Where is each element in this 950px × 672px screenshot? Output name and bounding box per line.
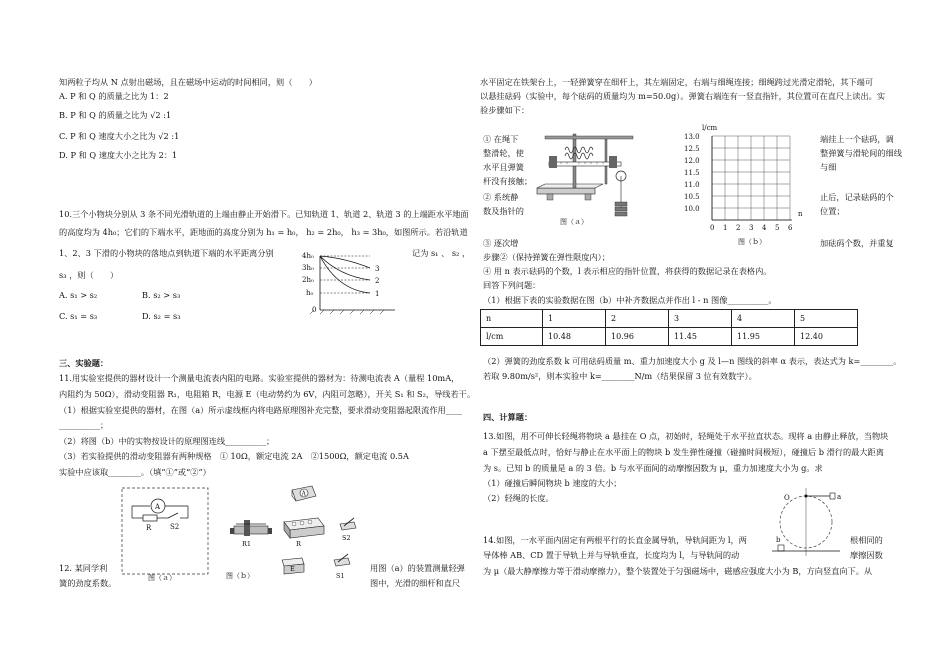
step-left-5: 数及指针的 [483, 206, 524, 216]
table-row [481, 328, 858, 346]
graph-x-tick-2: 2 [736, 224, 741, 232]
graph-y-tick-10-5: 10.5 [684, 193, 700, 201]
q11-a-caption: 图（ａ） [148, 574, 176, 582]
table-cell: 5 [795, 310, 858, 328]
q11-b-ammeter [292, 486, 316, 501]
graph-x-tick-1: 1 [723, 224, 728, 232]
q14-line-3: 为 μ（最大静摩擦力等于滑动摩擦力），整个装置处于匀强磁场中，磁感应强度大小为 B，方向竖直向下。从 [483, 566, 873, 576]
q10-label-2h0: 2h₀ [302, 276, 314, 284]
q11-figure-b [226, 482, 376, 582]
q11-a-r: R [146, 524, 152, 532]
graph-y-tick-12-5: 12.5 [684, 145, 700, 153]
q13-line-5: （2）轻绳的长度。 [483, 493, 554, 503]
step-right-2: 与细 [820, 162, 837, 172]
q11-b-switch-s1 [334, 554, 350, 566]
q11-b-meter-label: A [301, 490, 306, 498]
q10-tracks-figure [300, 248, 410, 318]
q13-line-4: （1）碰撞后瞬间物块 b 速度的大小； [483, 478, 622, 488]
q9-option-c: C. P 和 Q 速度大小之比为 √2 :1 [59, 131, 180, 141]
table-cell: 2 [606, 310, 669, 328]
graph-y-tick-11-5: 11.5 [684, 169, 700, 177]
q9-option-d: D. P 和 Q 速度大小之比为 2：1 [59, 150, 178, 160]
q10-track-3: 3 [375, 265, 380, 273]
q12-line-1: 12. 某同学利 [59, 563, 108, 573]
q11-figure-a [118, 484, 213, 594]
q14-line-2: 导体棒 AB、CD 置于导轨上并与导轨垂直，长度均为 l，与导轨间的动 [483, 550, 740, 560]
table-cell: l/cm [481, 328, 543, 346]
q11-line-2: 内阻约为 50Ω），滑动变阻器 R₁，电阻箱 R，电源 E（电动势约为 6V，内阻可忽略），开关 S₁ 和 S₂，导线若干。 [59, 389, 476, 399]
q11-line-6: （3）若实验提供的滑动变阻器有两种规格 ① 10Ω，额定电流 2A ②1500Ω，额定电流 0.5A [59, 451, 409, 461]
q12-right-1: 用图（a）的装置测量轻弹 [370, 563, 465, 573]
q11-b-resistance-box [284, 518, 324, 538]
step-1-left: ① 在绳下 [483, 134, 519, 144]
q10-option-b: B. s₂ > s₃ [142, 290, 181, 300]
q13-pendulum-figure [770, 484, 850, 562]
table-cell: 12.40 [795, 328, 858, 346]
q12-cont-line-2: 以悬挂砝码（实验中，每个砝码的质量均为 m=50.0g）。弹簧右端连有一竖直指针，其位置可在直尺上读出。实 [480, 91, 886, 101]
graph-x-tick-3: 3 [749, 224, 754, 232]
q11-line-4: __________； [59, 420, 109, 430]
table-cell: 10.96 [606, 328, 669, 346]
graph-x-tick-0: 0 [710, 224, 715, 232]
table-cell: n [481, 310, 543, 328]
q11-b-caption: 图（ｂ） [226, 572, 254, 580]
q11-a-meter: A [155, 503, 161, 511]
fig-a-caption: 图（ａ） [560, 218, 588, 226]
q14-line-2-right: 摩擦因数 [850, 550, 883, 560]
q9-option-a: A. P 和 Q 的质量之比为 1：2 [59, 91, 169, 101]
q12-cont-line-1: 水平固定在铁架台上，一轻弹簧穿在细杆上，其左端固定，右端与细绳连接；细绳跨过光滑定滑轮，其下端可 [480, 77, 874, 87]
graph-x-tick-4: 4 [762, 224, 767, 232]
table-cell: 11.95 [732, 328, 795, 346]
q13-line-3: 为 s。已知 b 的质量是 a 的 3 倍。b 与水平面间的动摩擦因数为 μ，重力加速度大小为 g。求 [483, 463, 823, 473]
q11-a-s2: S2 [170, 523, 180, 531]
step-3-cont: 步骤②（保持弹簧在弹性限度内）； [483, 252, 610, 262]
q11-b-e: E [290, 565, 295, 573]
graph-y-unit: l/cm [702, 124, 718, 132]
q10-option-a: A. s₁ > s₂ [59, 290, 98, 300]
q14-line-1: 14.如图，一水平面内固定有两根平行的长直金属导轨，导轨间距为 l，两 [483, 535, 747, 545]
q12-sub-1: （1）根据下表的实验数据在图（b）中补齐数据点并作出 l - n 图像__________。 [483, 295, 777, 305]
l-n-graph [680, 120, 820, 250]
q10-line-4: s₃ ，则（ ） [59, 270, 119, 280]
q12-cont-line-3: 验步骤如下： [480, 105, 530, 115]
spring-apparatus-figure [535, 130, 645, 234]
q13-label-b: b [776, 536, 781, 544]
q10-label-3h0: 3h₀ [302, 264, 314, 272]
q11-b-r: R [296, 540, 301, 548]
section-3-title: 三、实验题： [59, 358, 109, 368]
q10-option-c: C. s₁ = s₃ [59, 311, 98, 321]
q10-line-1: 10.三个小物块分别从 3 条不同光滑轨道的上端由静止开始滑下。已知轨道 1、轨道 2、轨道 3 的上端距水平地面 [59, 209, 469, 219]
q12-sub-2-line-2: 若取 9.80m/s²，则本实验中 k=________N/m（结果保留 3 位有效数字）。 [483, 371, 757, 381]
graph-x-tick-5: 5 [775, 224, 780, 232]
q14-line-1-right: 根相同的 [850, 535, 883, 545]
q10-line-3: 1、2、3 下滑的小物块的落地点到轨道下端的水平距离分别 [59, 248, 274, 258]
q11-b-switch-s2 [340, 518, 356, 530]
table-cell: 1 [543, 310, 606, 328]
graph-y-tick-10: 10.0 [684, 205, 700, 213]
q11-line-3: （1）根据实验室提供的器材，在图（a）所示虚线框内将电路原理图补充完整，要求滑动变阻器起限流作用____ [59, 405, 463, 415]
q12-right-2: 图中，光滑的细杆和直尺 [370, 578, 461, 588]
graph-y-tick-12: 12.0 [684, 157, 700, 165]
section-4-title: 四、计算题： [483, 412, 533, 422]
table-row [481, 310, 858, 328]
q11-b-r1: R1 [242, 540, 252, 548]
q13-label-a: a [837, 493, 842, 501]
q12-data-table [480, 309, 858, 346]
q10-label-h0: h₀ [306, 289, 314, 297]
step-right-1: 整弹簧与滑轮间的细线 [820, 148, 902, 158]
step-4: ④ 用 n 表示砝码的个数，l 表示相应的指针位置，将获得的数据记录在表格内。 [483, 266, 772, 276]
q10-option-d: D. s₂ = s₃ [142, 311, 181, 321]
table-cell: 4 [732, 310, 795, 328]
q10-track-2: 2 [375, 277, 380, 285]
q11-line-7: 实验中应该取________。（填“①”或“②”） [59, 467, 211, 477]
step-left-3: 杆没有接触； [483, 176, 533, 186]
q13-line-2: a 下摆至最低点时，恰好与静止在水平面上的物块 b 发生弹性碰撞（碰撞时间极短），碰撞后 b 滑行的最大距离 [483, 447, 884, 457]
q12-sub-2-line-1: （2）弹簧的劲度系数 k 可用砝码质量 m、重力加速度大小 g 及 l—n 图线的斜率 α 表示，表达式为 k=________。 [483, 356, 902, 366]
q13-line-1: 13.如图，用不可伸长轻绳将物块 a 悬挂在 O 点，初始时，轻绳处于水平拉直状态。现将 a 由静止释放，当物块 [483, 431, 889, 441]
q10-track-1: 1 [375, 290, 380, 298]
answer-prompt: 回答下列问题： [483, 280, 541, 290]
q13-label-o: O [784, 494, 790, 502]
q10-line-3-right: 记为 s₁ 、 s₂ ， [412, 248, 471, 258]
table-cell: 10.48 [543, 328, 606, 346]
graph-y-tick-11: 11.0 [684, 181, 700, 189]
step-right-4: 止后，记录砝码的个 [820, 192, 894, 202]
step-left-2: 水平且弹簧 [483, 162, 524, 172]
table-cell: 11.45 [669, 328, 732, 346]
graph-caption: 图（ｂ） [738, 238, 766, 246]
step-left-4: ② 系统静 [483, 192, 519, 202]
step-left-1: 整滑轮，使 [483, 148, 524, 158]
q10-label-0: 0 [312, 306, 317, 314]
q9-option-b: B. P 和 Q 的质量之比为 √2 :1 [59, 110, 172, 120]
q11-line-5: （2）将图（b）中的实物按设计的原理图连线__________； [59, 436, 275, 446]
graph-x-unit: n [798, 210, 803, 218]
q12-line-2: 簧的劲度系数。 [59, 578, 117, 588]
q11-b-rheostat [230, 520, 272, 536]
step-3-left: ③ 逐次增 [483, 238, 519, 248]
step-right-5: 位置； [820, 206, 845, 216]
step-1-right: 端挂上一个砝码，调 [820, 134, 894, 144]
q11-b-s2: S2 [342, 534, 351, 542]
q9-stem-tail: 知两粒子均从 N 点射出磁场，且在磁场中运动的时间相同，则（ ） [59, 77, 317, 87]
q11-line-1: 11.用实验室提供的器材设计一个测量电流表内阻的电路。实验室提供的器材为：待测电流表 A（量程 10mA， [59, 373, 460, 383]
q10-line-2: 的高度均为 4h₀；它们的下端水平，距地面的高度分别为 h₁ = h₀， h₂ = 2h₀， h₃ = 3h₀，如图所示。若沿轨道 [59, 227, 468, 237]
graph-y-tick-13: 13.0 [684, 133, 700, 141]
step-3-right: 加砝码个数，并重复 [820, 238, 894, 248]
graph-x-tick-6: 6 [788, 224, 793, 232]
q11-b-s1: S1 [336, 572, 345, 580]
q10-label-4h0: 4h₀ [302, 252, 314, 260]
table-cell: 3 [669, 310, 732, 328]
